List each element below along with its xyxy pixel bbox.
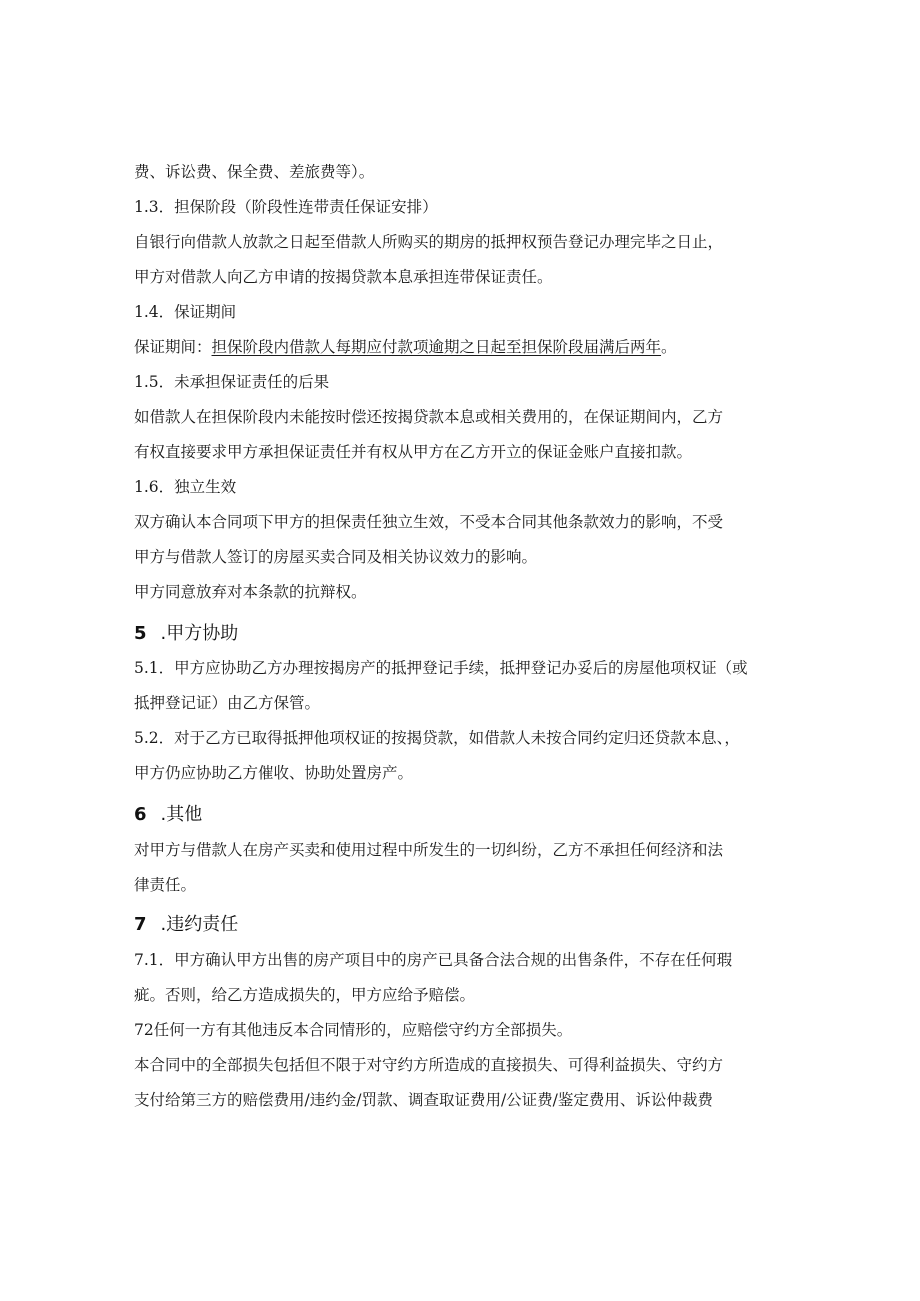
text-line: 5.1．甲方应协助乙方办理按揭房产的抵押登记手续，抵押登记办妥后的房屋他项权证（或 <box>134 659 748 677</box>
text-line: 有权直接要求甲方承担保证责任并有权从甲方在乙方开立的保证金账户直接扣款。 <box>134 443 693 461</box>
section-title: .其他 <box>160 804 203 825</box>
guarantee-period-label: 保证期间： <box>134 338 212 356</box>
section-number: 5 <box>134 623 147 644</box>
text-line: 甲方仍应协助乙方催收、协助处置房产。 <box>134 764 414 782</box>
period-suffix: 。 <box>661 338 677 356</box>
text-line: 支付给第三方的赔偿费用/违约金/罚款、调查取证费用/公证费/鉴定费用、诉讼仲裁费 <box>134 1091 713 1109</box>
text-line: 自银行向借款人放款之日起至借款人所购买的期房的抵押权预告登记办理完毕之日止， <box>134 233 724 251</box>
text-line: 抵押登记证）由乙方保管。 <box>134 694 321 712</box>
text-line: 本合同中的全部损失包括但不限于对守约方所造成的直接损失、可得利益损失、守约方 <box>134 1056 724 1074</box>
section-number: 6 <box>134 804 147 825</box>
text-line: 双方确认本合同项下甲方的担保责任独立生效，不受本合同其他条款效力的影响，不受 <box>134 513 724 531</box>
text-line: 5.2．对于乙方已取得抵押他项权证的按揭贷款，如借款人未按合同约定归还贷款本息、， <box>134 729 740 747</box>
section-number: 7 <box>134 914 147 935</box>
clause-heading-1-4: 1.4．保证期间 <box>134 303 237 321</box>
text-line: 律责任。 <box>134 876 197 894</box>
clause-heading-1-5: 1.5．未承担保证责任的后果 <box>134 373 330 391</box>
text-line: 对甲方与借款人在房产买卖和使用过程中所发生的一切纠纷，乙方不承担任何经济和法 <box>134 841 724 859</box>
text-line: 甲方对借款人向乙方申请的按揭贷款本息承担连带保证责任。 <box>134 268 553 286</box>
section-title: .违约责任 <box>160 914 239 935</box>
text-line: 甲方与借款人签订的房屋买卖合同及相关协议效力的影响。 <box>134 548 538 566</box>
text-line <box>134 337 677 357</box>
section-heading-6 <box>134 804 202 826</box>
section-heading-7 <box>134 914 238 936</box>
text-line: 甲方同意放弃对本条款的抗辩权。 <box>134 583 367 601</box>
section-heading-5 <box>134 623 238 645</box>
clause-heading-1-6: 1.6．独立生效 <box>134 478 237 496</box>
text-line: 7.1．甲方确认甲方出售的房产项目中的房产已具备合法合规的出售条件，不存在任何瑕 <box>134 951 733 969</box>
guarantee-period-underlined: 担保阶段内借款人每期应付款项逾期之日起至担保阶段届满后两年 <box>211 338 662 356</box>
text-line: 72任何一方有其他违反本合同情形的，应赔偿守约方全部损失。 <box>134 1021 573 1039</box>
text-line: 疵。否则，给乙方造成损失的，甲方应给予赔偿。 <box>134 986 476 1004</box>
text-line: 费、诉讼费、保全费、差旅费等）。 <box>134 163 375 181</box>
text-line: 如借款人在担保阶段内未能按时偿还按揭贷款本息或相关费用的，在保证期间内，乙方 <box>134 408 724 426</box>
clause-heading-1-3: 1.3．担保阶段（阶段性连带责任保证安排） <box>134 198 438 216</box>
section-title: .甲方协助 <box>160 623 239 644</box>
